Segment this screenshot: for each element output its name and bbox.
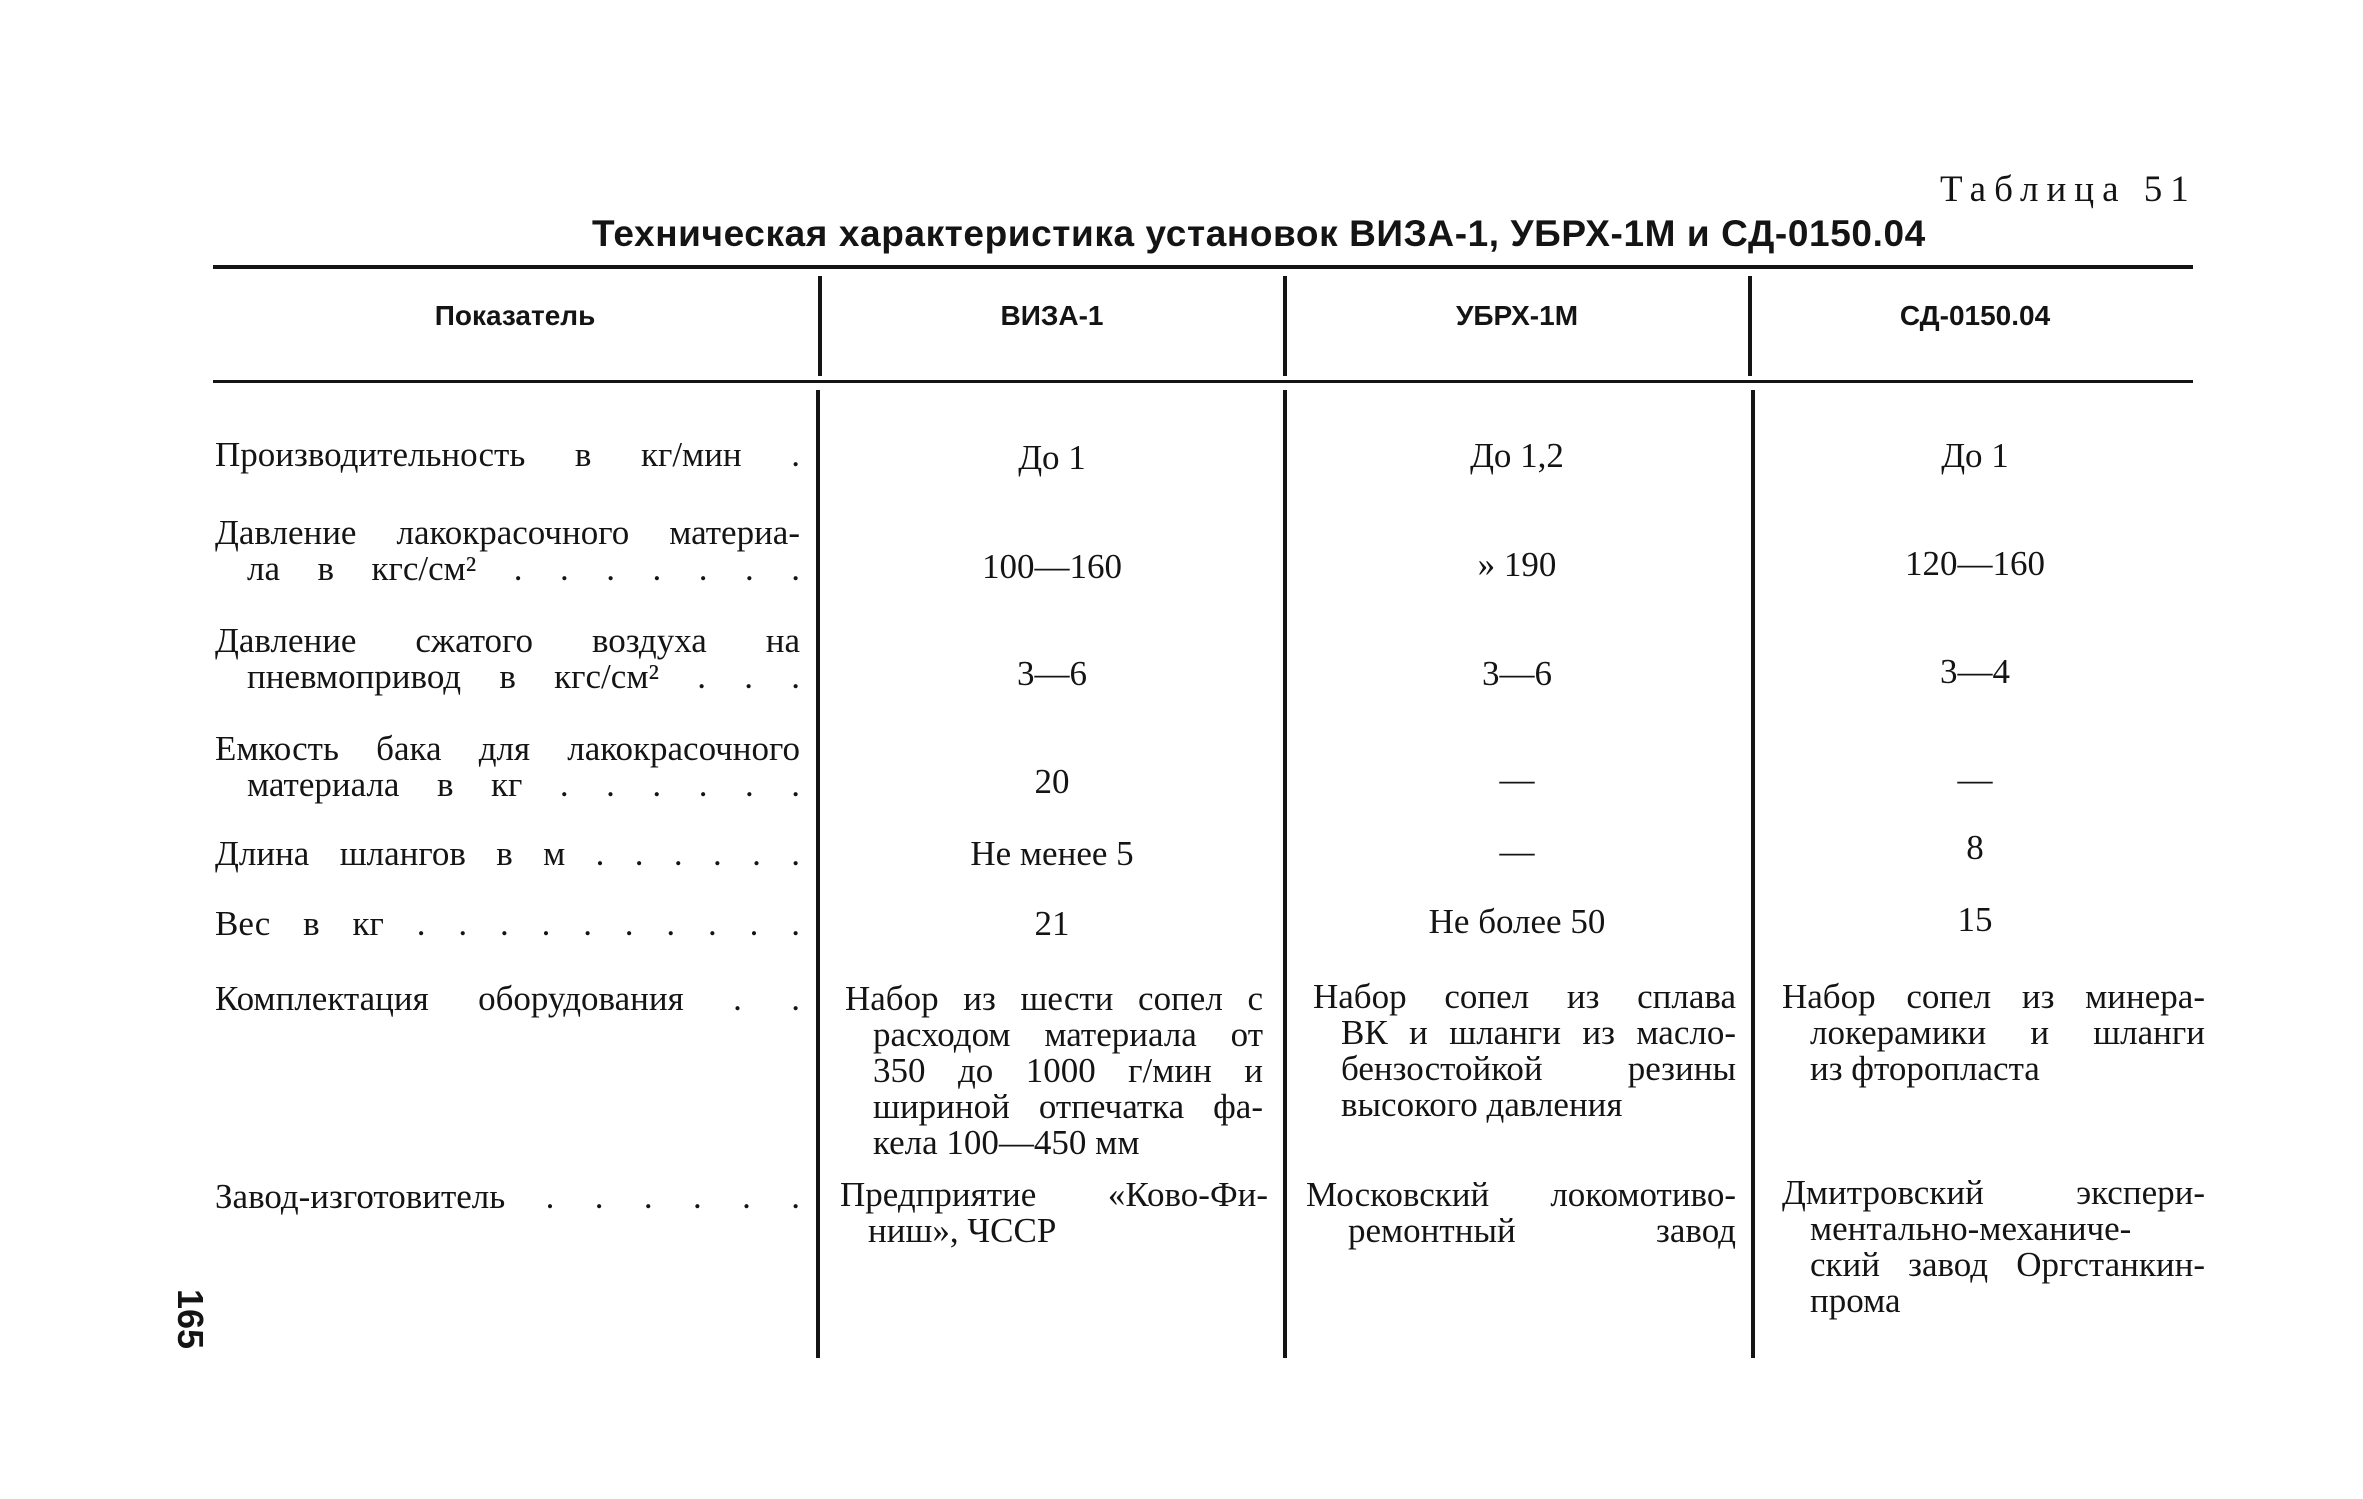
cell-paint-pressure-ubrh-1m: » 190 [1477, 545, 1557, 584]
cell-hose-length-viza-1: Не менее 5 [970, 834, 1134, 873]
row-label-hose-length [215, 836, 800, 872]
column-divider [816, 390, 820, 1358]
row-label-weight [215, 906, 800, 942]
cell-line: из фторопласта [1810, 1049, 2040, 1088]
cell-hose-length-ubrh-1m: — [1499, 832, 1535, 871]
cell-equipment-set-ubrh-1m [1313, 979, 1736, 1123]
cell-line: шириной отпечатка фа- [873, 1087, 1263, 1126]
row-label-line: Комплектация оборудования . . [215, 979, 800, 1018]
cell-line: кела 100—450 мм [873, 1123, 1140, 1162]
column-header-ubrh-1m: УБРХ-1М [1455, 300, 1579, 331]
cell-equipment-set-viza-1 [845, 981, 1263, 1161]
table-number-label: Таблица 51 [1940, 169, 2197, 210]
row-label-equipment-set [215, 981, 800, 1017]
cell-line: Предприятие «Ково-Фи- [840, 1175, 1268, 1214]
row-label-line: Давление сжатого воздуха на [215, 621, 800, 660]
cell-air-pressure-ubrh-1m: 3—6 [1482, 654, 1552, 693]
row-label-line: пневмопривод в кгс/см² . . . [247, 657, 800, 696]
table-top-rule [213, 265, 2193, 269]
row-label-line: Вес в кг . . . . . . . . . . [215, 904, 800, 943]
column-divider [1751, 390, 1755, 1358]
column-divider [1748, 276, 1752, 376]
cell-manufacturer-ubrh-1m [1306, 1177, 1736, 1249]
cell-manufacturer-viza-1 [840, 1177, 1268, 1249]
cell-line: ментально-механиче- [1810, 1209, 2132, 1248]
cell-productivity-viza-1: До 1 [1018, 438, 1086, 477]
row-label-line: Завод-изготовитель . . . . . . [215, 1177, 800, 1216]
row-label-line: ла в кгс/см² . . . . . . . [247, 549, 800, 588]
cell-paint-pressure-viza-1: 100—160 [982, 547, 1122, 586]
cell-air-pressure-viza-1: 3—6 [1017, 654, 1087, 693]
cell-air-pressure-sd-0150-04: 3—4 [1940, 652, 2010, 691]
cell-tank-capacity-viza-1: 20 [1034, 762, 1070, 801]
row-label-manufacturer [215, 1179, 800, 1215]
row-label-line: Давление лакокрасочного материа- [215, 513, 800, 552]
cell-line: Набор из шести сопел с [845, 979, 1263, 1018]
cell-line: Московский локомотиво- [1306, 1175, 1736, 1214]
row-label-line: материала в кг . . . . . . [247, 765, 800, 804]
column-header-viza-1: ВИЗА-1 [1000, 300, 1104, 331]
row-label-productivity [215, 437, 800, 473]
cell-line: локерамики и шланги [1810, 1013, 2205, 1052]
cell-manufacturer-sd-0150-04 [1782, 1175, 2205, 1319]
cell-line: Набор сопел из минера- [1782, 977, 2205, 1016]
row-label-tank-capacity [215, 731, 800, 803]
row-label-line: Производительность в кг/мин . [215, 435, 800, 474]
cell-line: ниш», ЧССР [868, 1211, 1057, 1250]
row-label-line: Емкость бака для лакокрасочного [215, 729, 800, 768]
table-title: Техническая характеристика установок ВИЗА-1, УБРХ-1М и СД-0150.04 [592, 213, 1926, 254]
cell-line: 350 до 1000 г/мин и [873, 1051, 1263, 1090]
row-label-line: Длина шлангов в м . . . . . . [215, 834, 800, 873]
cell-equipment-set-sd-0150-04 [1782, 979, 2205, 1087]
cell-line: высокого давления [1341, 1085, 1623, 1124]
cell-tank-capacity-sd-0150-04: — [1957, 760, 1993, 799]
cell-hose-length-sd-0150-04: 8 [1966, 828, 1984, 867]
cell-line: прома [1810, 1281, 1901, 1320]
cell-productivity-ubrh-1m: До 1,2 [1470, 436, 1564, 475]
cell-line: ремонтный завод [1348, 1211, 1736, 1250]
cell-paint-pressure-sd-0150-04: 120—160 [1905, 544, 2045, 583]
cell-weight-viza-1: 21 [1034, 904, 1070, 943]
row-label-air-pressure [215, 623, 800, 695]
cell-line: бензостойкой резины [1341, 1049, 1736, 1088]
cell-weight-sd-0150-04: 15 [1957, 900, 1993, 939]
cell-weight-ubrh-1m: Не более 50 [1428, 902, 1606, 941]
cell-productivity-sd-0150-04: До 1 [1941, 436, 2009, 475]
column-header-sd-0150-04: СД-0150.04 [1899, 300, 2051, 331]
column-header-indicator: Показатель [434, 300, 596, 331]
table-header-rule [213, 380, 2193, 383]
cell-line: ский завод Оргстанкин- [1810, 1245, 2205, 1284]
row-label-paint-pressure [215, 515, 800, 587]
cell-line: Набор сопел из сплава [1313, 977, 1736, 1016]
cell-line: расходом материала от [873, 1015, 1263, 1054]
page-number: 165 [170, 1288, 212, 1350]
cell-line: ВК и шланги из масло- [1341, 1013, 1736, 1052]
column-divider [1283, 390, 1287, 1358]
cell-line: Дмитровский экспери- [1782, 1173, 2205, 1212]
cell-tank-capacity-ubrh-1m: — [1499, 760, 1535, 799]
